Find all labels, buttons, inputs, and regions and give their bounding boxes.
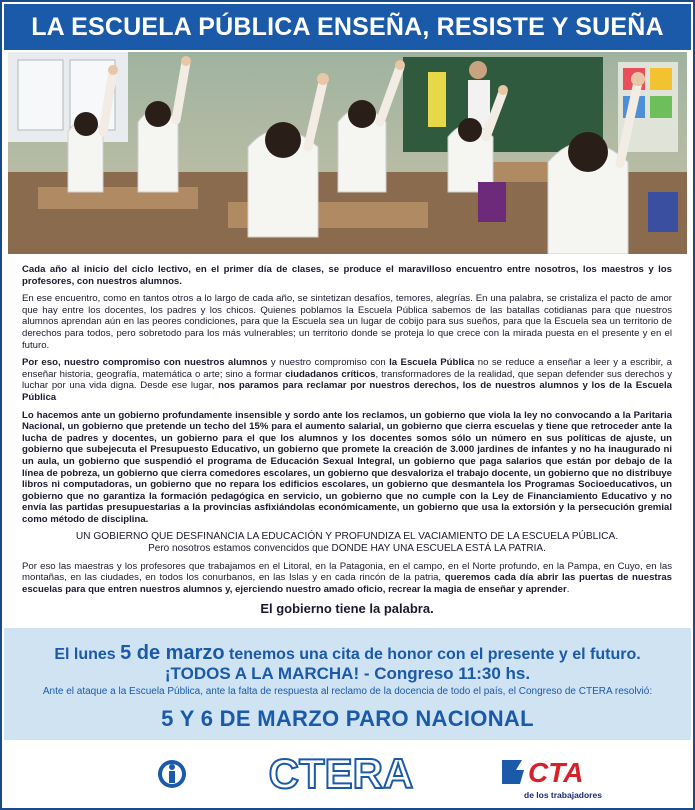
page-title: LA ESCUELA PÚBLICA ENSEÑA, RESISTE Y SUEÑA xyxy=(31,12,664,41)
paragraph-government: Lo hacemos ante un gobierno profundamente insensible y sordo ante los reclamos, un gobierno que viola la ley no convocando a la Paritaria Nacional, un gobierno que pretende un techo del 15% para el aumento salarial, un gobierno que cierra escuelas y tiene que retroceder ante la lucha de padres y docentes, un gobierno para el que los alumnos y los docentes somos sólo un número en sus políticas de ajuste, un gobierno que subejecuta el Presupuesto Educativo, un gobierno que promete la creación de 3.000 jardines de infantes y no ha inaugurado ni un aula, un gobierno que suspendió el programa de Educación Sexual Integral, un gobierno que paga salarios que están por debajo de la línea de pobreza, un gobierno que cierra comedores escolares, un gobierno que desvaloriza el trabajo docente, un gobierno que no distribuye libros ni computadoras, un gobierno que no repara los edificios escolares, un gobierno que desmantela los Programas Socioeducativos, un gobierno que no garantiza la formación pedagógica en servicio, un gobierno que no cumple con la Ley de Financiamiento Educativo y no envía las partidas presupuestarias a la provincias asfixiándolas económicamente, un gobierno que usa la extorsión y la persecución gremial como método de disciplina. xyxy=(22,409,672,525)
congress-resolution-line: Ante el ataque a la Escuela Pública, ante la falta de respuesta al reclamo de la docencia de todo el país, el Congreso de CTERA resolvió: xyxy=(42,686,653,697)
strike-announcement: 5 Y 6 DE MARZO PARO NACIONAL xyxy=(161,706,534,731)
slogan-patria: Pero nosotros estamos convencidos que DONDE HAY UNA ESCUELA ESTÁ LA PATRIA. xyxy=(148,543,546,555)
body-text xyxy=(22,264,672,615)
march-date-line: El lunes 5 de marzo tenemos una cita de honor con el presente y el futuro. xyxy=(54,642,641,664)
paragraph-teachers: Por eso las maestras y los profesores que trabajamos en el Litoral, en la Patagonia, en el campo, en el Norte profundo, en la Pampa, en Cuyo, en las montañas, en las ciudades, en todos los conurbanos, en las Islas y en cada rincón de la patria, queremos cada día abrir las puertas de nuestras escuelas para que entren nuestros alumnos y, ejerciendo nuestro amado oficio, recrear la magia de enseñar y aprender. xyxy=(22,560,672,595)
ctera-logo-text: CTERA xyxy=(268,750,414,796)
closing-line: El gobierno tiene la palabra. xyxy=(260,601,434,617)
slogan-defunding: UN GOBIERNO QUE DESFINANCIA LA EDUCACIÓN Y PROFUNDIZA EL VACIAMIENTO DE LA ESCUELA PÚBLICA. xyxy=(75,531,619,543)
classroom-photo xyxy=(8,52,687,254)
logos-footer xyxy=(4,740,691,806)
call-to-action-banner xyxy=(4,628,691,740)
cta-subtitle: de los trabajadores xyxy=(524,790,602,800)
march-call-line: ¡TODOS A LA MARCHA! - Congreso 11:30 hs. xyxy=(164,664,531,683)
paragraph-encounter: En ese encuentro, como en tantos otros a lo largo de cada año, se sintetizan desafíos, temores, alegrías. En una palabra, se cristaliza el pacto de amor que hay entre los docentes, los padres y los chicos. Quienes poblamos la Escuela Pública sabemos de las batallas cotidianas para que nuestros alumnos aprendan aún en las peores condiciones, para que la Escuela sea un lugar de cobijo para sus sueños, para que la Escuela sea un territorio de derechos para todos, pero sobretodo para los más vulnerables; un territorio donde se proteja lo que crece con la mirada puesta en el presente y en el futuro. xyxy=(22,293,672,351)
ctera-logo xyxy=(266,750,416,801)
cta-logo xyxy=(498,754,608,795)
paragraph-commitment: Por eso, nuestro compromiso con nuestros alumnos y nuestro compromiso con la Escuela Pública no se reduce a enseñar a leer y a escribir, a enseñar historia, geografía, matemática o arte; sino a formar ciudadanos críticos, transformadores de la realidad, que sepan defender sus derechos y luchar por una vida digna. Desde ese lugar, nos paramos para reclamar por nuestros derechos, los de nuestros alumnos y los de la Escuela Pública xyxy=(22,357,672,403)
cta-logo-text: CTA xyxy=(528,757,584,788)
title-banner xyxy=(4,4,691,50)
union-emblem-icon xyxy=(156,758,188,795)
paragraph-intro: Cada año al inicio del ciclo lectivo, en el primer día de clases, se produce el maravilloso encuentro entre nosotros, los maestros y los profesores, con nuestros alumnos. xyxy=(22,264,672,287)
